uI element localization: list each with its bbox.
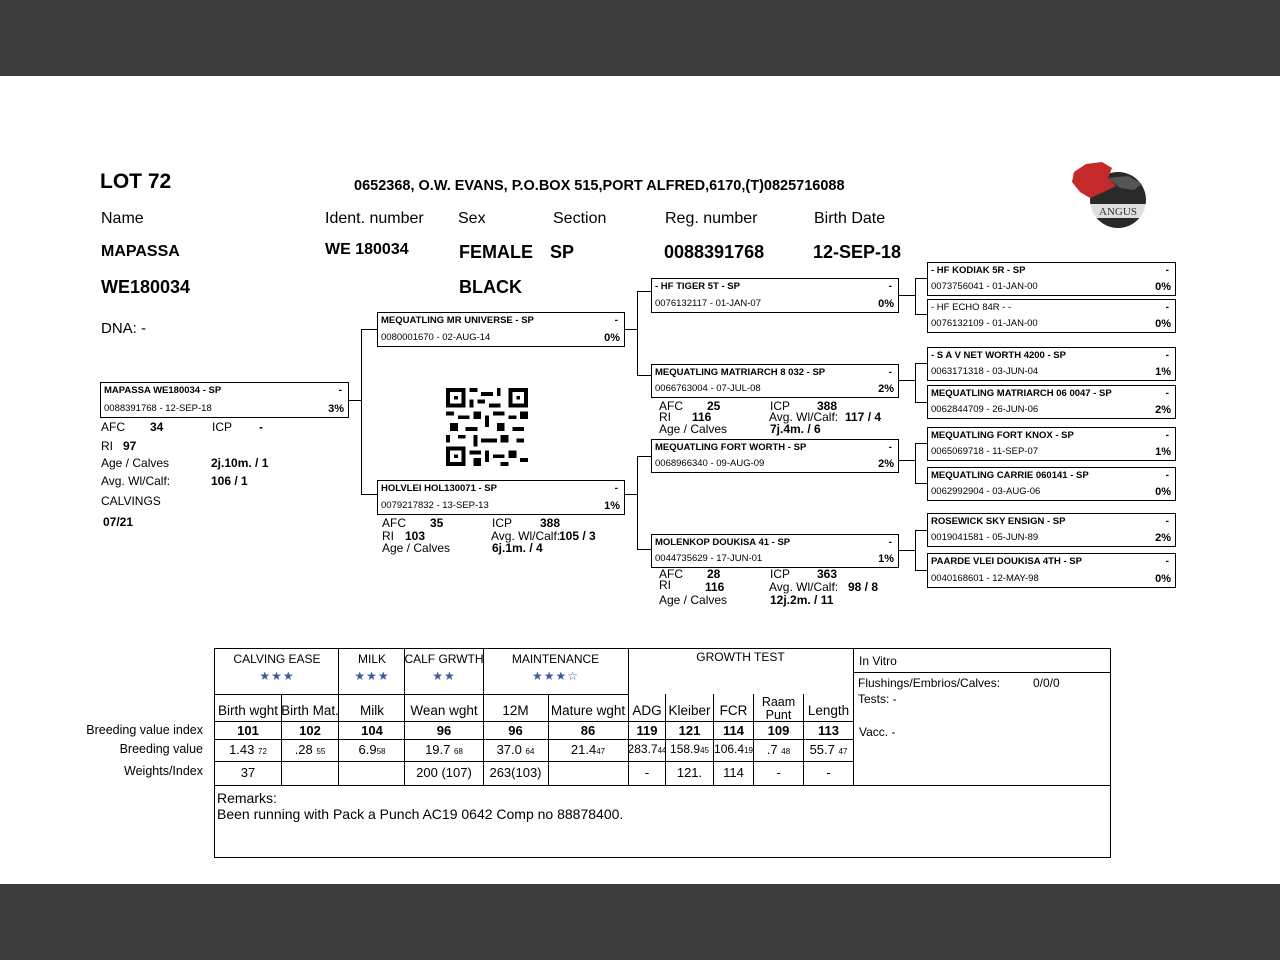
box-dash: - — [888, 281, 892, 292]
box-id: 0065069718 - 11-SEP-07 — [931, 446, 1039, 457]
box-name: - HF KODIAK 5R - SP — [931, 265, 1026, 276]
box-percent: 0% — [604, 332, 620, 344]
connector — [637, 375, 651, 376]
col-12m: 12M — [502, 703, 529, 718]
col-milk: Milk — [360, 703, 384, 718]
milk-stars: ★★★ — [354, 669, 390, 683]
animal-age: 2j.10m. / 1 — [211, 456, 269, 470]
dam-ri-label: RI — [382, 529, 394, 543]
box-id: 0080001670 - 02-AUG-14 — [381, 332, 491, 343]
weight-12m: 263(103) — [489, 765, 542, 780]
box-name: MOLENKOP DOUKISA 41 - SP — [655, 537, 791, 548]
connector — [637, 456, 651, 457]
animal-wl: 106 / 1 — [211, 474, 248, 488]
sd-icp-label: ICP — [770, 399, 791, 413]
dam-wl: 105 / 3 — [559, 529, 596, 543]
vacc-value: Vacc. - — [859, 725, 896, 739]
box-dash: - — [888, 537, 892, 548]
remarks-label: Remarks: — [217, 790, 277, 806]
connector — [637, 549, 651, 550]
connector — [915, 278, 927, 279]
table-gridline — [215, 694, 628, 695]
dam-ri: 103 — [405, 529, 426, 543]
weight-raam-punt: - — [776, 765, 781, 780]
box-dash: - — [1165, 302, 1169, 313]
connector — [637, 291, 638, 375]
animal-icp-label: ICP — [212, 420, 233, 434]
animal-sex: FEMALE — [459, 242, 533, 262]
animal-birth: 12-SEP-18 — [813, 242, 902, 262]
sd-wl: 117 / 4 — [845, 410, 882, 424]
bv-mature-weight — [548, 742, 628, 757]
bv-milk — [339, 742, 405, 757]
bv-accuracy: 45 — [700, 746, 709, 755]
bv-accuracy: 19 — [744, 746, 753, 755]
index-birth-weight: 101 — [237, 723, 259, 738]
index-fcr: 114 — [723, 723, 744, 738]
dd-age-label: Age / Calves — [659, 593, 728, 607]
box-id: 0076132109 - 01-JAN-00 — [931, 318, 1038, 329]
breeder-info: 0652368, O.W. EVANS, P.O.BOX 515,PORT ALFRED,6170,(T)0825716088 — [354, 178, 845, 194]
dam-afc-label: AFC — [382, 516, 406, 530]
box-percent: 0% — [1155, 318, 1171, 330]
dam-box — [377, 480, 625, 515]
dam-age: 6j.1m. / 4 — [492, 541, 543, 555]
animal-ident: WE 180034 — [325, 241, 409, 258]
great-grandparent-box — [927, 427, 1176, 461]
dd-afc: 28 — [707, 567, 721, 581]
angus-logo — [1068, 158, 1150, 234]
col-kleiber: Kleiber — [668, 703, 711, 718]
calvings-value: 07/21 — [103, 515, 134, 529]
bv-value: 6.9 — [358, 742, 377, 757]
bv-accuracy: 47 — [596, 747, 606, 756]
col-birth-weight: Birth wght — [217, 703, 279, 718]
great-grandparent-box — [927, 385, 1176, 419]
birth-header: Birth Date — [814, 210, 886, 227]
box-name: - HF ECHO 84R - - — [931, 302, 1012, 313]
connector — [361, 329, 377, 330]
bv-adg — [626, 742, 668, 756]
connector — [899, 460, 915, 461]
dam-wl-label: Avg. Wl/Calf: — [491, 529, 561, 543]
bv-value: 283.7 — [627, 742, 658, 756]
bv-kleiber — [663, 742, 716, 756]
calving-ease-stars: ★★★ — [259, 669, 295, 683]
bv-value: 1.43 — [229, 742, 255, 757]
great-grandparent-box — [927, 262, 1176, 296]
dd-ri: 116 — [705, 580, 725, 594]
bv-accuracy: 64 — [525, 747, 535, 756]
box-name: MAPASSA WE180034 - SP — [104, 385, 222, 396]
dd-wl-label: Avg. Wl/Calf: — [769, 580, 839, 594]
index-adg: 119 — [636, 723, 658, 738]
qr-code — [445, 388, 529, 466]
connector — [625, 494, 637, 495]
box-dash: - — [614, 315, 618, 326]
dd-afc-label: AFC — [659, 567, 683, 581]
animal-reg: 0088391768 — [664, 242, 765, 262]
in-vitro-label: In Vitro — [859, 654, 897, 668]
index-milk: 104 — [361, 723, 383, 738]
bv-birth-maternal — [281, 742, 339, 757]
connector — [915, 443, 927, 444]
index-mature-weight: 86 — [580, 723, 596, 738]
reg-header: Reg. number — [665, 210, 758, 227]
maintenance-stars-empty: ☆ — [567, 669, 580, 683]
bv-accuracy: 47 — [838, 747, 848, 756]
great-grandparent-box — [927, 347, 1176, 381]
remarks-text: Been running with Pack a Punch AC19 0642 Comp no 88878400. — [217, 806, 624, 822]
box-name: MEQUATLING CARRIE 060141 - SP — [931, 470, 1089, 481]
box-name: MEQUATLING MATRIARCH 8 032 - SP — [655, 367, 826, 378]
bv-value: 55.7 — [809, 742, 835, 757]
box-dash: - — [1165, 516, 1169, 527]
animal-icp: - — [259, 420, 263, 434]
box-name: - HF TIGER 5T - SP — [655, 281, 740, 292]
box-id: 0040168601 - 12-MAY-98 — [931, 573, 1039, 584]
connector — [915, 530, 927, 531]
bottom-dark-bar — [0, 884, 1280, 960]
connector — [915, 363, 916, 402]
row-label-weights: Weights/Index — [124, 764, 203, 778]
index-length: 113 — [818, 723, 839, 738]
index-12m: 96 — [508, 723, 523, 738]
box-percent: 3% — [328, 403, 344, 415]
connector — [361, 494, 377, 495]
bv-value: .7 — [766, 742, 778, 757]
maintenance-stars-filled: ★★★ — [531, 669, 568, 683]
sd-afc-label: AFC — [659, 399, 683, 413]
box-id: 0066763004 - 07-JUL-08 — [655, 383, 761, 394]
group-growth-test: GROWTH TEST — [696, 650, 785, 664]
weight-wean-weight: 200 (107) — [416, 765, 472, 780]
connector — [915, 314, 927, 315]
col-wean-weight: Wean wght — [410, 703, 478, 718]
lot-number: LOT 72 — [100, 170, 172, 193]
weight-birth-weight: 37 — [240, 765, 256, 780]
sire-dam-box — [651, 364, 899, 398]
col-adg: ADG — [632, 703, 662, 718]
animal-ri: 97 — [123, 439, 137, 453]
section-header: Section — [553, 210, 607, 227]
weight-fcr: 114 — [723, 765, 744, 780]
animal-color: BLACK — [459, 277, 522, 297]
dd-icp-label: ICP — [770, 567, 791, 581]
table-gridline — [215, 739, 853, 740]
weight-adg: - — [644, 765, 650, 780]
sire-box — [377, 312, 625, 347]
dam-age-label: Age / Calves — [382, 541, 451, 555]
dna-value: DNA: - — [101, 320, 146, 337]
bv-wean-weight — [404, 742, 484, 757]
bv-accuracy: 58 — [376, 747, 386, 756]
weight-length: - — [826, 765, 831, 780]
box-id: 0079217832 - 13-SEP-13 — [381, 500, 489, 511]
connector — [899, 295, 915, 296]
box-id: 0062992904 - 03-AUG-06 — [931, 486, 1041, 497]
animal-wl-label: Avg. Wl/Calf: — [101, 474, 171, 488]
connector — [349, 400, 361, 401]
bv-raam-punt — [753, 742, 804, 757]
box-id: 0073756041 - 01-JAN-00 — [931, 281, 1038, 292]
box-name: MEQUATLING MR UNIVERSE - SP — [381, 315, 534, 326]
dam-sire-box — [651, 439, 899, 473]
dd-age: 12j.2m. / 11 — [770, 593, 834, 607]
table-gridline — [853, 672, 1111, 673]
maintenance-stars — [483, 669, 628, 683]
bv-accuracy: 44 — [657, 746, 667, 755]
box-dash: - — [1165, 388, 1169, 399]
box-percent: 1% — [878, 553, 894, 565]
sd-age-label: Age / Calves — [659, 422, 728, 436]
top-dark-bar — [0, 0, 1280, 76]
box-name: MEQUATLING FORT WORTH - SP — [655, 442, 807, 453]
box-name: PAARDE VLEI DOUKISA 4TH - SP — [931, 556, 1082, 567]
box-dash: - — [338, 385, 342, 396]
row-label-breeding-value: Breeding value — [119, 742, 203, 756]
group-milk: MILK — [357, 652, 386, 666]
ident-header: Ident. number — [325, 210, 424, 227]
bv-accuracy: 55 — [316, 747, 326, 756]
animal-name: MAPASSA — [101, 243, 180, 260]
bv-birth-weight — [215, 742, 281, 757]
connector — [625, 329, 637, 330]
group-calving-ease: CALVING EASE — [233, 652, 321, 666]
dam-afc: 35 — [430, 516, 444, 530]
box-dash: - — [1165, 556, 1169, 567]
col-mature-weight: Mature wght — [550, 703, 626, 718]
dd-wl: 98 / 8 — [848, 580, 879, 594]
index-kleiber: 121 — [678, 723, 701, 738]
bv-value: .28 — [294, 742, 313, 757]
sd-ri: 116 — [692, 410, 712, 424]
dd-icp: 363 — [817, 567, 838, 581]
breeding-table — [214, 648, 1111, 858]
calvings-label: CALVINGS — [101, 494, 161, 508]
box-dash: - — [888, 367, 892, 378]
great-grandparent-box — [927, 513, 1176, 547]
bv-accuracy: 72 — [258, 747, 267, 756]
sex-header: Sex — [458, 210, 486, 227]
connector — [915, 443, 916, 483]
box-name: - S A V NET WORTH 4200 - SP — [931, 350, 1066, 361]
bv-value: 106.4 — [714, 742, 745, 756]
box-id: 0076132117 - 01-JAN-07 — [655, 298, 761, 309]
box-percent: 0% — [1155, 281, 1171, 293]
great-grandparent-box — [927, 467, 1176, 501]
box-id: 0019041581 - 05-JUN-89 — [931, 532, 1039, 543]
box-name: HOLVLEI HOL130071 - SP — [381, 483, 497, 494]
bv-value: 19.7 — [425, 742, 451, 757]
box-percent: 1% — [604, 500, 620, 512]
box-percent: 2% — [878, 383, 894, 395]
col-birth-maternal: Birth Mat. — [281, 703, 339, 718]
name-header: Name — [101, 210, 144, 227]
connector — [915, 530, 916, 570]
sd-afc: 25 — [707, 399, 721, 413]
box-percent: 0% — [1155, 573, 1171, 585]
box-name: MEQUATLING MATRIARCH 06 0047 - SP — [931, 388, 1112, 399]
col-length: Length — [807, 703, 850, 718]
flushings-value: 0/0/0 — [1033, 676, 1060, 690]
flushings-label: Flushings/Embrios/Calves: — [858, 676, 1001, 690]
row-label-index: Breeding value index — [86, 723, 203, 737]
connector — [915, 363, 927, 364]
connector — [915, 278, 916, 314]
index-wean-weight: 96 — [436, 723, 452, 738]
bv-accuracy: 48 — [781, 747, 791, 756]
connector — [915, 570, 927, 571]
box-percent: 2% — [1155, 404, 1171, 416]
box-dash: - — [1165, 430, 1169, 441]
table-gridline — [215, 785, 1110, 786]
animal-name-code: WE180034 — [101, 277, 191, 297]
connector — [637, 291, 651, 292]
bv-value: 158.9 — [670, 742, 701, 756]
connector — [899, 380, 915, 381]
box-percent: 1% — [1155, 366, 1171, 378]
box-id: 0068966340 - 09-AUG-09 — [655, 458, 765, 469]
box-percent: 2% — [878, 458, 894, 470]
col-fcr: FCR — [719, 703, 748, 718]
group-calf-growth: CALF GRWTH — [404, 652, 484, 666]
box-dash: - — [1165, 265, 1169, 276]
connector — [637, 456, 638, 549]
great-grandparent-box — [927, 553, 1176, 588]
bv-fcr — [711, 742, 756, 756]
connector — [899, 550, 915, 551]
bv-value: 37.0 — [496, 742, 522, 757]
sd-icp: 388 — [817, 399, 838, 413]
col-raam-punt: Raam Punt — [761, 695, 796, 722]
tests-value: Tests: - — [858, 692, 897, 706]
animal-section: SP — [550, 242, 575, 262]
dd-ri-label: RI — [659, 578, 671, 592]
box-dash: - — [1165, 350, 1169, 361]
bv-accuracy: 68 — [454, 747, 463, 756]
calf-growth-stars: ★★ — [432, 669, 456, 683]
animal-pedigree-box — [100, 382, 349, 418]
box-name: MEQUATLING FORT KNOX - SP — [931, 430, 1074, 441]
table-gridline — [215, 761, 853, 762]
bv-value: 21.4 — [570, 742, 597, 757]
animal-afc-label: AFC — [101, 420, 125, 434]
dam-dam-box — [651, 534, 899, 568]
connector — [915, 483, 927, 484]
box-id: 0062844709 - 26-JUN-06 — [931, 404, 1039, 415]
dam-icp-label: ICP — [492, 516, 513, 530]
connector — [915, 402, 927, 403]
bv-12m — [483, 742, 548, 757]
animal-afc: 34 — [150, 420, 164, 434]
dam-icp: 388 — [540, 516, 561, 530]
group-maintenance: MAINTENANCE — [511, 652, 600, 666]
sd-ri-label: RI — [659, 410, 671, 424]
box-id: 0044735629 - 17-JUN-01 — [655, 553, 763, 564]
great-grandparent-box — [927, 299, 1176, 333]
sd-age: 7j.4m. / 6 — [770, 422, 821, 436]
box-dash: - — [1165, 470, 1169, 481]
box-name: ROSEWICK SKY ENSIGN - SP — [931, 516, 1066, 527]
index-raam-punt: 109 — [767, 723, 790, 738]
bv-length — [803, 742, 854, 757]
sd-wl-label: Avg. Wl/Calf: — [769, 410, 839, 424]
connector — [361, 329, 362, 494]
box-percent: 0% — [1155, 486, 1171, 498]
box-percent: 2% — [1155, 532, 1171, 544]
animal-ri-label: RI — [101, 439, 113, 453]
box-dash: - — [614, 483, 618, 494]
animal-age-label: Age / Calves — [101, 456, 170, 470]
index-birth-maternal: 102 — [299, 723, 321, 738]
box-dash: - — [888, 442, 892, 453]
weight-kleiber: 121. — [676, 765, 703, 780]
box-percent: 1% — [1155, 446, 1171, 458]
sire-sire-box — [651, 278, 899, 313]
box-id: 0063171318 - 03-JUN-04 — [931, 366, 1039, 377]
box-percent: 0% — [878, 298, 894, 310]
angus-logo-text: ANGUS — [1099, 206, 1137, 218]
box-id: 0088391768 - 12-SEP-18 — [104, 403, 212, 414]
